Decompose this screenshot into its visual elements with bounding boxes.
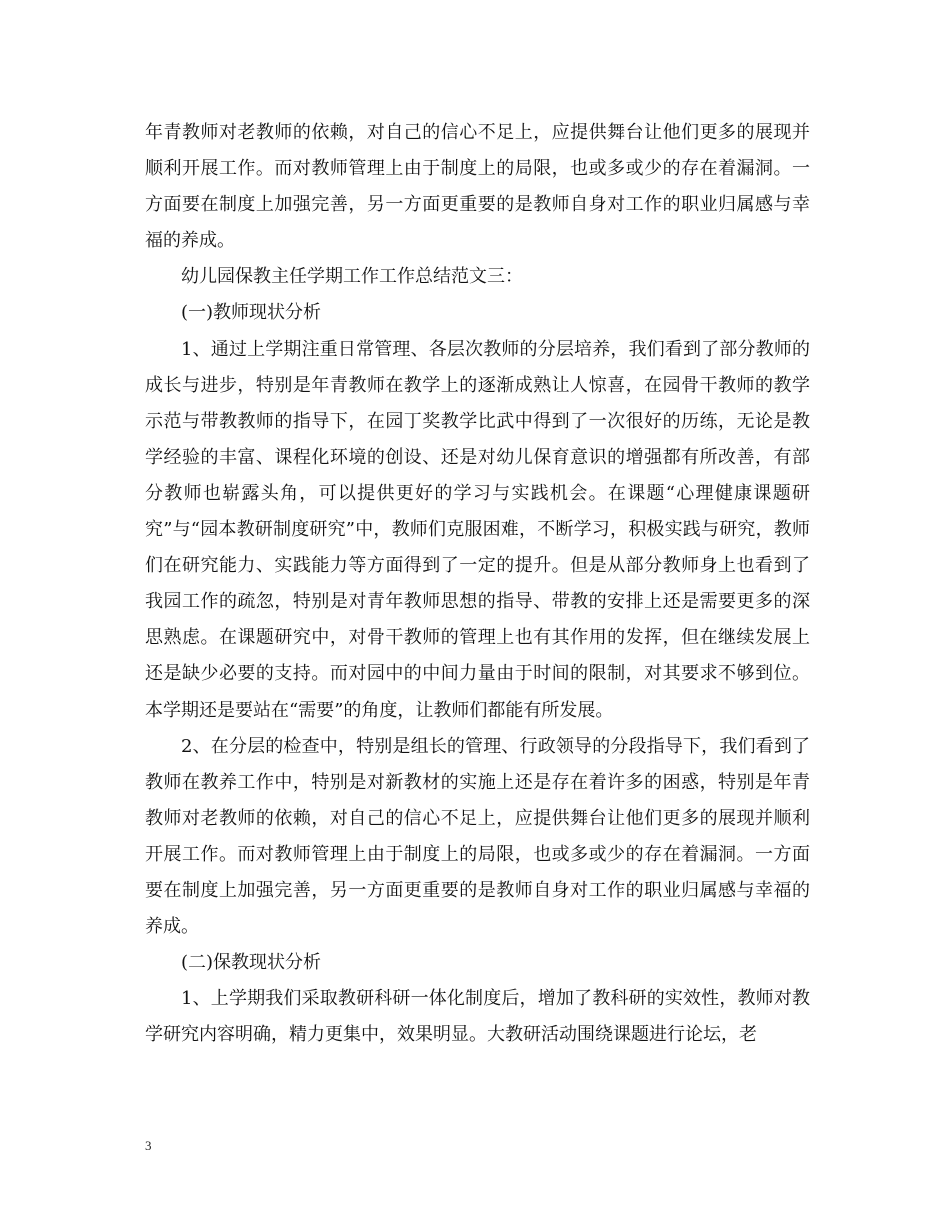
subheading-care-education-status: (二)保教现状分析 — [181, 952, 322, 974]
subheading-teacher-status: (一)教师现状分析 — [181, 302, 322, 324]
page-number: 3 — [145, 1138, 152, 1153]
paragraph-item-2: 2、在分层的检查中，特别是组长的管理、行政领导的分段指导下，我们看到了教师在教养工作中，特别是对新教材的实施上还是存在着许多的困惑，特别是年青教师对老教师的依赖，对自己的信心不足上，应提供舞台让他们更多的展现并顺利开展工作。而对教师管理上由于制度上的局限，也或多或少的存在着漏洞。一方面要在制度上加强完善，另一方面更重要的是教师自身对工作的职业归属感与幸福的养成。 — [145, 735, 810, 938]
body-text — [145, 115, 810, 1053]
paragraph-continuation: 年青教师对老教师的依赖，对自己的信心不足上，应提供舞台让他们更多的展现并顺利开展工作。而对教师管理上由于制度上的局限，也或多或少的存在着漏洞。一方面要在制度上加强完善，另一方面更重要的是教师自身对工作的职业归属感与幸福的养成。 — [145, 122, 810, 252]
paragraph-item-1: 1、通过上学期注重日常管理、各层次教师的分层培养，我们看到了部分教师的成长与进步，特别是年青教师在教学上的逐渐成熟让人惊喜，在园骨干教师的教学示范与带教教师的指导下，在园丁奖教学比武中得到了一次很好的历练，无论是教学经验的丰富、课程化环境的创设、还是对幼儿保育意识的增强都有所改善，有部分教师也崭露头角，可以提供更好的学习与实践机会。在课题“心理健康课题研究”与“园本教研制度研究”中，教师们克服困难，不断学习，积极实践与研究，教师们在研究能力、实践能力等方面得到了一定的提升。但是从部分教师身上也看到了我园工作的疏忽，特别是对青年教师思想的指导、带教的安排上还是需要更多的深思熟虑。在课题研究中，对骨干教师的管理上也有其作用的发挥，但在继续发展上还是缺少必要的支持。而对园中的中间力量由于时间的限制，对其要求不够到位。本学期还是要站在“需要”的角度，让教师们都能有所发展。 — [145, 338, 810, 721]
paragraph-care-item-1: 1、上学期我们采取教研科研一体化制度后，增加了教科研的实效性，教师对教学研究内容明确，精力更集中，效果明显。大教研活动围绕课题进行论坛，老 — [145, 988, 810, 1046]
section-heading-fanwen-san: 幼儿园保教主任学期工作工作总结范文三： — [181, 266, 523, 288]
